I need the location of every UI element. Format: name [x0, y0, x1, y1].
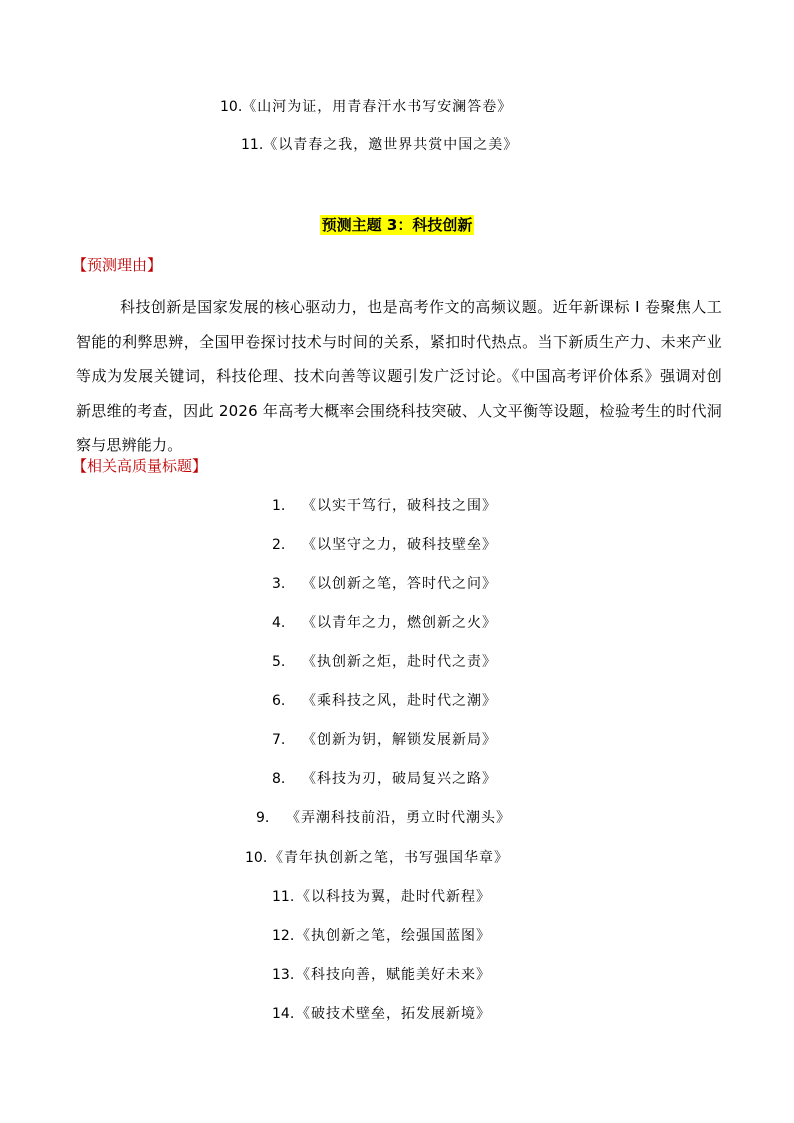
reason-label: 【预测理由】: [72, 256, 163, 274]
item-number: 14.: [272, 1006, 295, 1022]
item-number: 4.: [272, 615, 286, 631]
theme-heading-text: 预测主题 3：科技创新: [321, 216, 473, 234]
item-title: 《科技为刃，破局复兴之路》: [302, 771, 497, 787]
item-number: 1.: [272, 498, 286, 514]
item-title: 《以实干笃行，破科技之围》: [302, 498, 497, 514]
title-item: [272, 965, 491, 985]
title-item: [272, 926, 491, 946]
item-number: 8.: [272, 771, 286, 787]
title-item: [272, 496, 497, 516]
item-title: 《执创新之炬，赴时代之责》: [302, 654, 497, 670]
item-number: 11.: [241, 137, 264, 153]
reason-paragraph: 科技创新是国家发展的核心驱动力，也是高考作文的高频议题。近年新课标 I 卷聚焦人工智能的利弊思辨，全国甲卷探讨技术与时间的关系，紧扣时代热点。当下新质生产力、未来产业等成为发展关键词，科技伦理、技术向善等议题引发广泛讨论。《中国高考评价体系》强调对创新思维的考查，因此 2026 年高考大概率会围绕科技突破、人文平衡等设题，检验考生的时代洞察与思辨能力。: [76, 298, 722, 454]
item-title: 《以青春之我，邀世界共赏中国之美》: [263, 137, 519, 153]
item-number: 9.: [256, 810, 270, 826]
item-title: 《乘科技之风，赴时代之潮》: [302, 693, 497, 709]
item-title: 《以坚守之力，破科技壁垒》: [302, 537, 497, 553]
item-number: 6.: [272, 693, 286, 709]
title-item: [272, 691, 497, 711]
title-item: [272, 887, 491, 907]
prev-title-item: [220, 97, 512, 117]
item-title: 《山河为证，用青春汗水书写安澜答卷》: [242, 99, 513, 115]
item-number: 10.: [245, 850, 268, 866]
prev-title-item: [241, 135, 518, 155]
item-title: 《弄潮科技前沿，勇立时代潮头》: [286, 810, 511, 826]
item-number: 13.: [272, 967, 295, 983]
item-title: 《破技术壁垒，拓发展新境》: [296, 1006, 491, 1022]
title-item: [272, 1004, 491, 1024]
item-title: 《青年执创新之笔，书写强国华章》: [269, 850, 509, 866]
item-title: 《以青年之力，燃创新之火》: [302, 615, 497, 631]
item-number: 12.: [272, 928, 295, 944]
title-item: [272, 613, 497, 633]
item-title: 《执创新之笔，绘强国蓝图》: [296, 928, 491, 944]
item-number: 3.: [272, 576, 286, 592]
title-item: [272, 535, 497, 555]
item-number: 11.: [272, 889, 295, 905]
title-item: [272, 730, 497, 750]
title-item: [272, 652, 497, 672]
theme-heading: [0, 214, 794, 236]
item-number: 7.: [272, 732, 286, 748]
item-title: 《以创新之笔，答时代之问》: [302, 576, 497, 592]
titles-label: 【相关高质量标题】: [72, 457, 208, 475]
item-number: 10.: [220, 99, 243, 115]
item-number: 5.: [272, 654, 286, 670]
item-title: 《以科技为翼，赴时代新程》: [296, 889, 491, 905]
title-item: [272, 574, 497, 594]
item-title: 《创新为钥，解锁发展新局》: [302, 732, 497, 748]
title-item: [245, 848, 509, 868]
title-item: [256, 808, 511, 828]
item-number: 2.: [272, 537, 286, 553]
item-title: 《科技向善，赋能美好未来》: [296, 967, 491, 983]
title-item: [272, 769, 497, 789]
